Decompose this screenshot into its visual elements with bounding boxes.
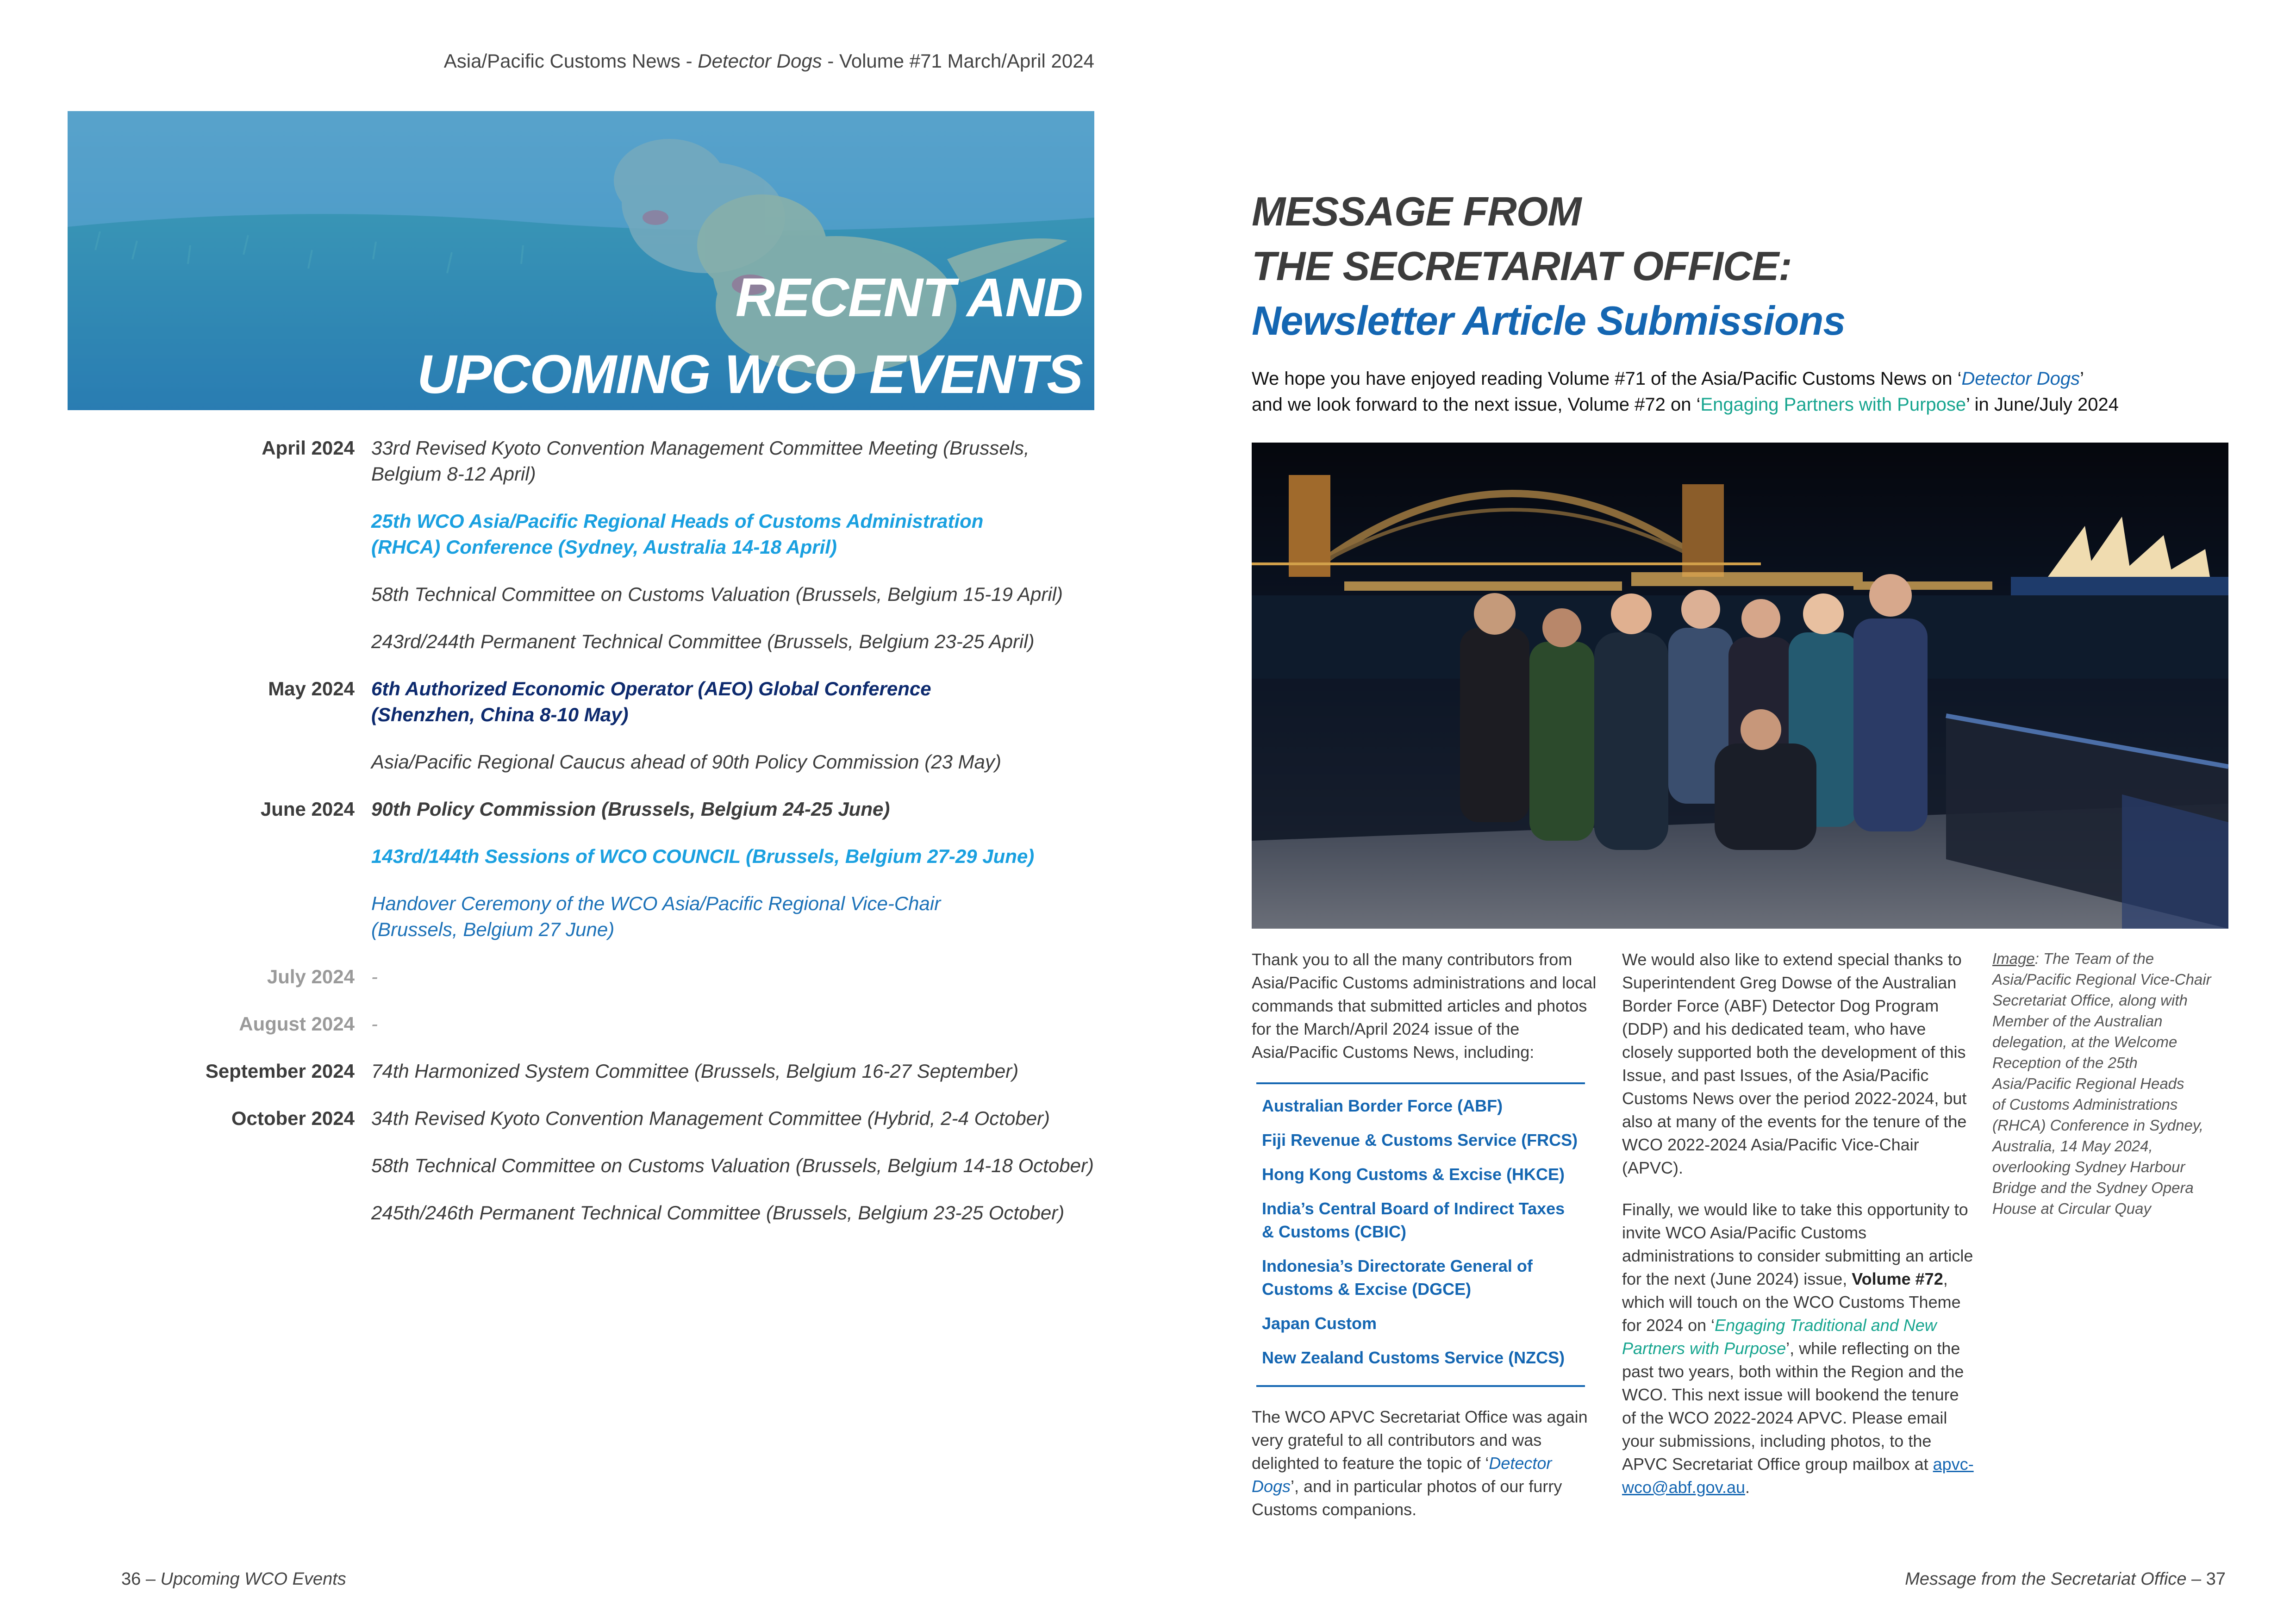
footer-left-section: Upcoming WCO Events [160, 1569, 346, 1589]
event-month: May 2024 [268, 678, 355, 700]
closing-topic: Detector Dogs [1252, 1454, 1552, 1496]
footer-right-page-number: – 37 [2186, 1569, 2226, 1589]
event-row [68, 796, 1104, 822]
caption-label: Image [1992, 950, 2035, 967]
closing-text-a: The WCO APVC Secretariat Office was again very grateful to all contributors and was delighted to feature the topic of ‘ [1252, 1407, 1588, 1473]
column-1-closing [1252, 1405, 1603, 1521]
event-text: 90th Policy Commission (Brussels, Belgium 24-25 June) [371, 798, 890, 820]
event-row [68, 1200, 1104, 1226]
running-header-prefix: Asia/Pacific Customs News - [443, 50, 698, 72]
event-text: - [371, 1013, 378, 1035]
article-column-2 [1622, 948, 1974, 1518]
event-row [68, 1106, 1104, 1131]
event-text: 74th Harmonized System Committee (Brussels, Belgium 16-27 September) [371, 1060, 1019, 1082]
footer-left-page-number: 36 – [121, 1569, 161, 1589]
running-header-italic: Detector Dogs [698, 50, 822, 72]
message-title [1252, 184, 1845, 348]
event-row [68, 1058, 1104, 1084]
event-text: 6th Authorized Economic Operator (AEO) Global Conference (Shenzhen, China 8-10 May) [371, 678, 931, 725]
event-row [68, 581, 1104, 607]
event-text: 25th WCO Asia/Pacific Regional Heads of Customs Administration (RHCA) Conference (Sydney, Australia 14-18 April) [371, 510, 984, 558]
hero-title [417, 259, 1082, 410]
event-text: 34th Revised Kyoto Convention Management Committee (Hybrid, 2-4 October) [371, 1107, 1050, 1129]
footer-right [1905, 1569, 2226, 1589]
contributor-item: Japan Custom [1262, 1314, 1377, 1333]
event-text: 245th/246th Permanent Technical Committee (Brussels, Belgium 23-25 October) [371, 1202, 1065, 1224]
team-photo [1252, 443, 2228, 929]
event-row [68, 676, 1104, 728]
event-row [68, 964, 1104, 990]
event-row [68, 749, 1104, 775]
event-text: 58th Technical Committee on Customs Valuation (Brussels, Belgium 14-18 October) [371, 1155, 1094, 1176]
intro-text-c: ’ and we look forward to the next issue, Volume #72 on ‘ [1252, 369, 2084, 415]
intro-topic-current: Detector Dogs [1961, 369, 2080, 389]
event-row [68, 435, 1104, 487]
message-intro [1252, 366, 2119, 418]
event-text: 58th Technical Committee on Customs Valuation (Brussels, Belgium 15-19 April) [371, 583, 1063, 605]
invite-text-e: ’, while reflecting on the past two years, both within the Region and the WCO. This next issue will bookend the tenure of the WCO 2022-2024 APVC. Please email your submissions, including photos, to the APVC Secretariat Office group mailbox at [1622, 1339, 1964, 1474]
email-link[interactable]: apvc-wco@abf.gov.au [1622, 1455, 1974, 1497]
running-header [0, 50, 1094, 72]
message-title-line-1: MESSAGE FROM [1252, 188, 1581, 234]
event-text: 143rd/144th Sessions of WCO COUNCIL (Brussels, Belgium 27-29 June) [371, 845, 1035, 867]
column-1-intro: Thank you to all the many contributors from Asia/Pacific Customs administrations and local commands that submitted articles and photos for the March/April 2024 issue of the Asia/Pacific Customs News, including: [1252, 950, 1597, 1062]
event-month: August 2024 [239, 1013, 355, 1035]
invite-text-f: . [1745, 1478, 1750, 1497]
article-column-1 [1252, 948, 1603, 1540]
caption-text: : The Team of the Asia/Pacific Regional Vice-Chair Secretariat Office, along with Member of the Australian delegation, at the Welcome Reception of the 25th Asia/Pacific Regional Heads of Customs Administrations (RHCA) Conference in Sydney, Australia, 14 May 2024, overlooking Sydney Harbour Bridge and the Sydney Opera House at Circular Quay [1992, 950, 2211, 1217]
intro-text-a: We hope you have enjoyed reading Volume #71 of the Asia/Pacific Customs News on ‘ [1252, 369, 1962, 389]
event-row [68, 508, 1104, 560]
intro-topic-next: Engaging Partners with Purpose [1700, 394, 1966, 415]
event-row [68, 1153, 1104, 1179]
contributor-item: Australian Border Force (ABF) [1262, 1096, 1503, 1115]
event-text: - [371, 966, 378, 987]
message-title-line-2: THE SECRETARIAT OFFICE: [1252, 243, 1792, 289]
contributor-item: Fiji Revenue & Customs Service (FRCS) [1262, 1131, 1578, 1149]
event-month: April 2024 [262, 437, 355, 459]
hero-title-line-2: UPCOMING WCO EVENTS [417, 344, 1082, 405]
closing-text-c: ’, and in particular photos of our furry Customs companions. [1252, 1477, 1562, 1519]
intro-text-e: ’ in June/July 2024 [1966, 394, 2119, 415]
column-2-invitation [1622, 1198, 1974, 1499]
event-row [68, 629, 1104, 655]
contributor-item: Indonesia’s Directorate General of Customs & Excise (DGCE) [1262, 1256, 1533, 1299]
column-2-thanks: We would also like to extend special thanks to Superintendent Greg Dowse of the Australian Border Force (ABF) Detector Dog Program (DDP) and his dedicated team, who have closely supported both the development of this Issue, and past Issues, of the Asia/Pacific Customs News over the period 2022-2024, but also at many of the events for the tenure of the WCO 2022-2024 Asia/Pacific Vice-Chair (APVC). [1622, 950, 1967, 1177]
contributor-item: Hong Kong Customs & Excise (HKCE) [1262, 1165, 1565, 1184]
event-month: September 2024 [205, 1060, 355, 1082]
invite-text-a: Finally, we would like to take this opportunity to invite WCO Asia/Pacific Customs administrations to consider submitting an article for the next (June 2024) issue, [1622, 1200, 1973, 1288]
invite-text-c: , which will touch on the WCO Customs Theme for 2024 on ‘ [1622, 1269, 1961, 1335]
event-month: October 2024 [231, 1107, 355, 1129]
sydney-harbour-photo [1252, 443, 2228, 929]
events-list [68, 435, 1104, 1247]
event-text: 33rd Revised Kyoto Convention Management Committee Meeting (Brussels, Belgium 8-12 April) [371, 437, 1029, 485]
hero-title-line-1: RECENT AND [735, 267, 1082, 328]
event-month: July 2024 [267, 966, 355, 987]
footer-left [121, 1569, 346, 1589]
event-text: Asia/Pacific Regional Caucus ahead of 90th Policy Commission (23 May) [371, 751, 1001, 773]
running-header-suffix: - Volume #71 March/April 2024 [822, 50, 1094, 72]
event-text: 243rd/244th Permanent Technical Committee (Brussels, Belgium 23-25 April) [371, 631, 1035, 652]
photo-caption [1992, 948, 2233, 1219]
invite-theme: Engaging Traditional and New Partners with Purpose [1622, 1316, 1937, 1358]
event-row [68, 891, 1104, 943]
event-row [68, 1011, 1104, 1037]
contributor-item: India’s Central Board of Indirect Taxes & Customs (CBIC) [1262, 1199, 1565, 1241]
event-text: Handover Ceremony of the WCO Asia/Pacific Regional Vice-Chair (Brussels, Belgium 27 June) [371, 893, 941, 940]
hero-banner [68, 111, 1094, 410]
event-month: June 2024 [260, 798, 355, 820]
event-row [68, 843, 1104, 869]
message-title-line-3: Newsletter Article Submissions [1252, 298, 1846, 344]
invite-volume: Volume #72 [1852, 1269, 1943, 1288]
footer-right-section: Message from the Secretariat Office [1905, 1569, 2187, 1589]
contributor-item: New Zealand Customs Service (NZCS) [1262, 1348, 1565, 1367]
contributors-list [1256, 1082, 1585, 1387]
